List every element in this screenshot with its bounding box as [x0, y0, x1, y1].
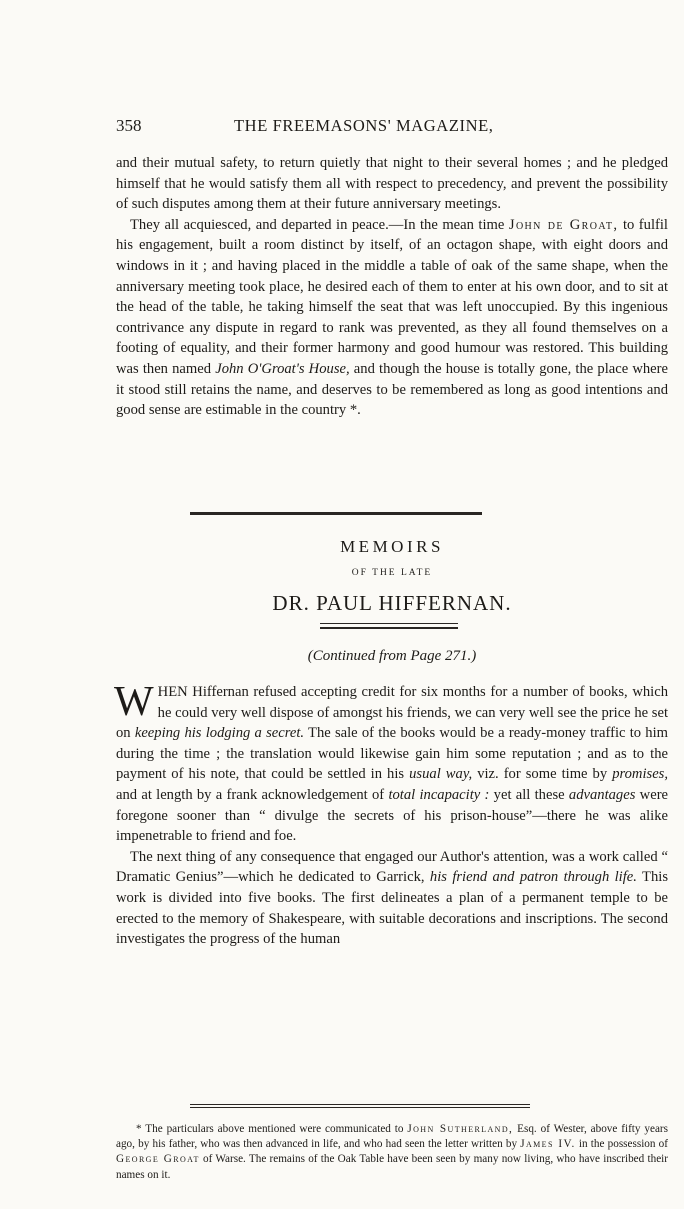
- paragraph: [116, 153, 668, 215]
- drop-cap: W: [114, 679, 154, 725]
- footnote-text: of Warse. The remains of the Oak Table have been seen by many now living, who have inscribed their names on it.: [116, 1153, 668, 1181]
- section-divider: [190, 512, 482, 515]
- title-rule: [320, 627, 458, 629]
- footnote-text: * The particulars above mentioned were communicated to: [136, 1123, 404, 1135]
- paragraph-text: yet all these: [493, 786, 565, 803]
- person-name: John de Groat,: [508, 216, 619, 233]
- paragraph-text: The next thing of any consequence that engaged our Author's attention, was a work called “ Dramatic Genius”—which he dedicated to Garrick,: [116, 848, 668, 886]
- emphasis: promises,: [612, 766, 669, 783]
- article-subject-name: DR. PAUL HIFFERNAN.: [272, 591, 512, 615]
- paragraph-text: were foregone sooner than “ divulge the secrets of his prison-house”—there he was alike impenetrable to friend and foe.: [116, 786, 669, 845]
- emphasis: usual way,: [409, 766, 473, 783]
- paragraph: [116, 215, 668, 421]
- article-body: [114, 679, 669, 950]
- footnote: [116, 1122, 668, 1183]
- title-rule: [320, 623, 458, 624]
- paragraph-text: They all acquiesced, and departed in peace.—In the mean time: [130, 216, 505, 233]
- continued-text-section: [116, 153, 668, 421]
- paragraph-text: to fulfil his engagement, built a room distinct by itself, of an octagon shape, with eight doors and windows in it ; and having placed in the middle a table of oak of the same shape, when the anniversary meeting took place, he desired each of them to enter at his own door, and to sit at the head of the table, he taking himself the seat that was left unoccupied. By this ingenious contrivance any dispute in regard to rank was prevented, as they all found themselves on a footing of equality, and their former harmony and good humour was restored. This building was then named: [116, 216, 668, 377]
- paragraph-text: The sale of the books would be a ready-money traffic to him during the time ; the translation would likewise gain him some reputation ; and as to the payment of his note, that could be settled in his: [116, 725, 669, 783]
- paragraph-text: and though the house is totally gone, the place where it stood still retains the name, and deserves to be remembered as long as good intentions and good sense are estimable in the country *.: [116, 360, 668, 419]
- paragraph-text: and at length by a frank acknowledgement of: [116, 786, 385, 803]
- page-header: [116, 116, 676, 140]
- continued-note: (Continued from Page 271.): [307, 648, 477, 664]
- footnote-text: Esq. of Wester, above fifty years ago, by his father, who was then advanced in life, and who had seen the letter written by: [116, 1123, 668, 1151]
- person-name: George Groat: [116, 1153, 200, 1166]
- footnote-text: in the possession of: [578, 1138, 668, 1151]
- paragraph-text: This work is divided into five books. The first delineates a plan of a permanent temple to be erected to the memory of Shakespeare, with suitable decorations and inscriptions. The second investigates the progress of the human: [116, 869, 668, 948]
- person-name: John Sutherland,: [407, 1123, 514, 1135]
- emphasis: total incapacity :: [388, 786, 490, 803]
- paragraph: [114, 679, 669, 847]
- footnote-divider: [190, 1104, 530, 1105]
- person-name: James IV.: [520, 1138, 576, 1151]
- place-name: John O'Groat's House,: [215, 360, 350, 377]
- paragraph-text: HEN Hiffernan refused accepting credit for six months for a number of books, which he could very well dispose of amongst his friends, we can very well see the price he set on: [116, 684, 668, 742]
- emphasis: his friend and patron through life.: [429, 869, 637, 886]
- paragraph: [116, 847, 668, 950]
- footnote-section: [116, 1122, 668, 1183]
- footnote-divider: [190, 1107, 530, 1108]
- running-title: THE FREEMASONS' MAGAZINE,: [234, 116, 494, 135]
- emphasis: keeping his lodging a secret.: [134, 725, 305, 742]
- paragraph-text: viz. for some time by: [477, 766, 608, 783]
- article-title: MEMOIRS: [340, 537, 444, 556]
- article-subtitle: OF THE LATE: [351, 568, 433, 578]
- emphasis: advantages: [568, 786, 636, 803]
- paragraph-text: and their mutual safety, to return quietly that night to their several homes ; and he pledged himself that he would satisfy them all with respect to precedency, and prevent the possibility of such disputes among them at their future anniversary meetings.: [116, 155, 668, 213]
- page-number: 358: [116, 116, 142, 135]
